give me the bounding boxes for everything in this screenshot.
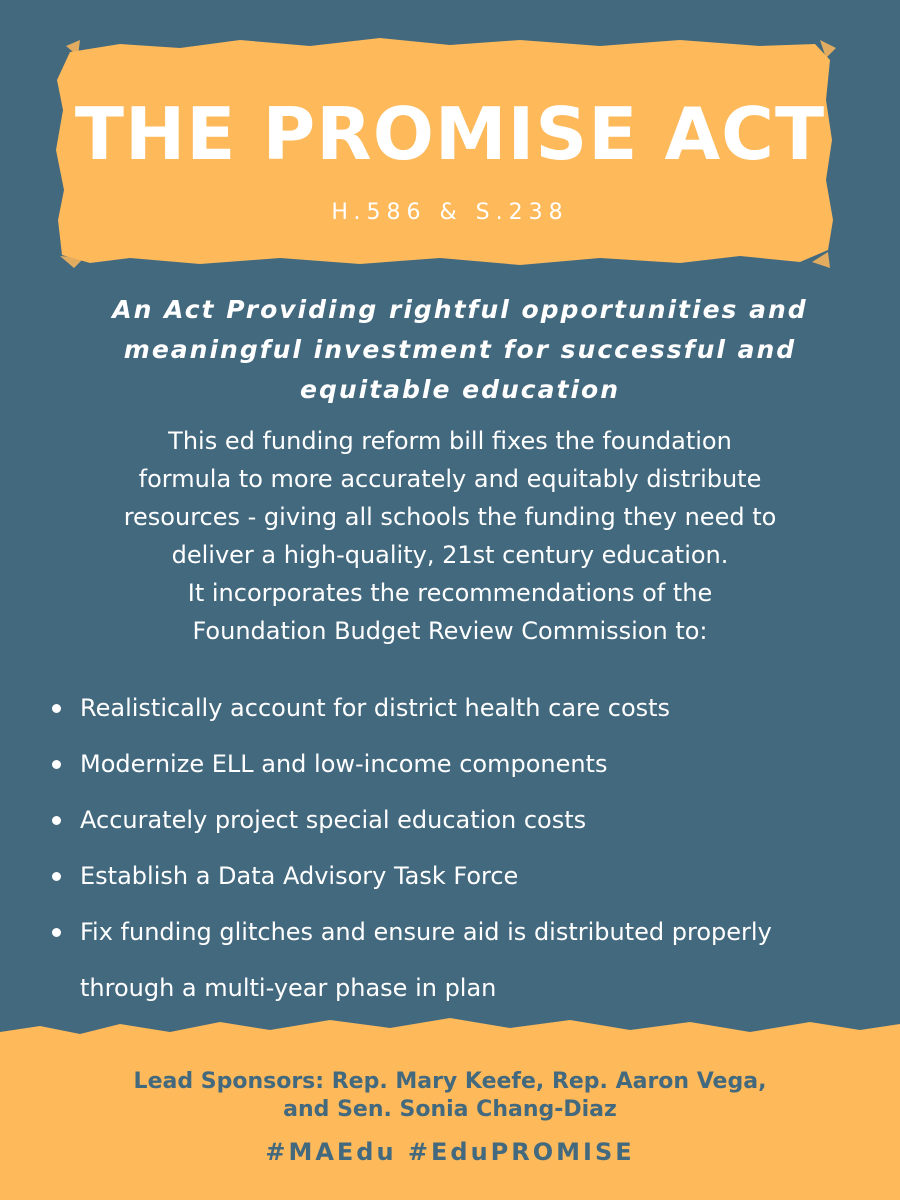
list-item — [52, 744, 872, 784]
act-name-line: meaningful investment for successful and — [123, 335, 797, 364]
list-item-text: Realistically account for district health care costs — [80, 694, 671, 722]
list-item-text: Fix funding glitches and ensure aid is distributed properly through a multi-year phase in plan — [80, 918, 772, 1002]
sponsors-line: Lead Sponsors: Rep. Mary Keefe, Rep. Aaron Vega, — [133, 1069, 767, 1094]
hashtags: #MAEdu #EduPROMISE — [265, 1138, 635, 1166]
intro-line: resources - giving all schools the funding they need to — [123, 503, 777, 531]
lead-sponsors — [0, 1068, 900, 1124]
bullet-icon — [52, 928, 61, 937]
list-item — [52, 800, 872, 840]
list-item-text: Accurately project special education costs — [80, 806, 587, 834]
act-name-line: equitable education — [300, 375, 620, 404]
list-item — [52, 904, 872, 1016]
intro-line: deliver a high-quality, 21st century education. — [171, 541, 729, 569]
intro-line: This ed funding reform bill fixes the foundation — [168, 427, 732, 455]
list-item — [52, 688, 872, 728]
intro-line: It incorporates the recommendations of the — [187, 579, 713, 607]
intro-paragraph — [30, 422, 870, 650]
recommendations-list — [52, 688, 872, 1032]
bullet-icon — [52, 704, 61, 713]
page-title: THE PROMISE ACT — [74, 92, 826, 176]
act-name-line: An Act Providing rightful opportunities and — [112, 295, 808, 324]
bill-numbers: H.586 & S.238 — [331, 200, 569, 225]
act-full-name — [40, 290, 880, 410]
bullet-icon — [52, 872, 61, 881]
list-item-text: Modernize ELL and low-income components — [80, 750, 608, 778]
bullet-icon — [52, 816, 61, 825]
sponsors-line: and Sen. Sonia Chang-Diaz — [283, 1097, 617, 1122]
intro-line: formula to more accurately and equitably distribute — [138, 465, 762, 493]
intro-line: Foundation Budget Review Commission to: — [192, 617, 708, 645]
list-item — [52, 856, 872, 896]
bullet-icon — [52, 760, 61, 769]
list-item-text: Establish a Data Advisory Task Force — [80, 862, 519, 890]
